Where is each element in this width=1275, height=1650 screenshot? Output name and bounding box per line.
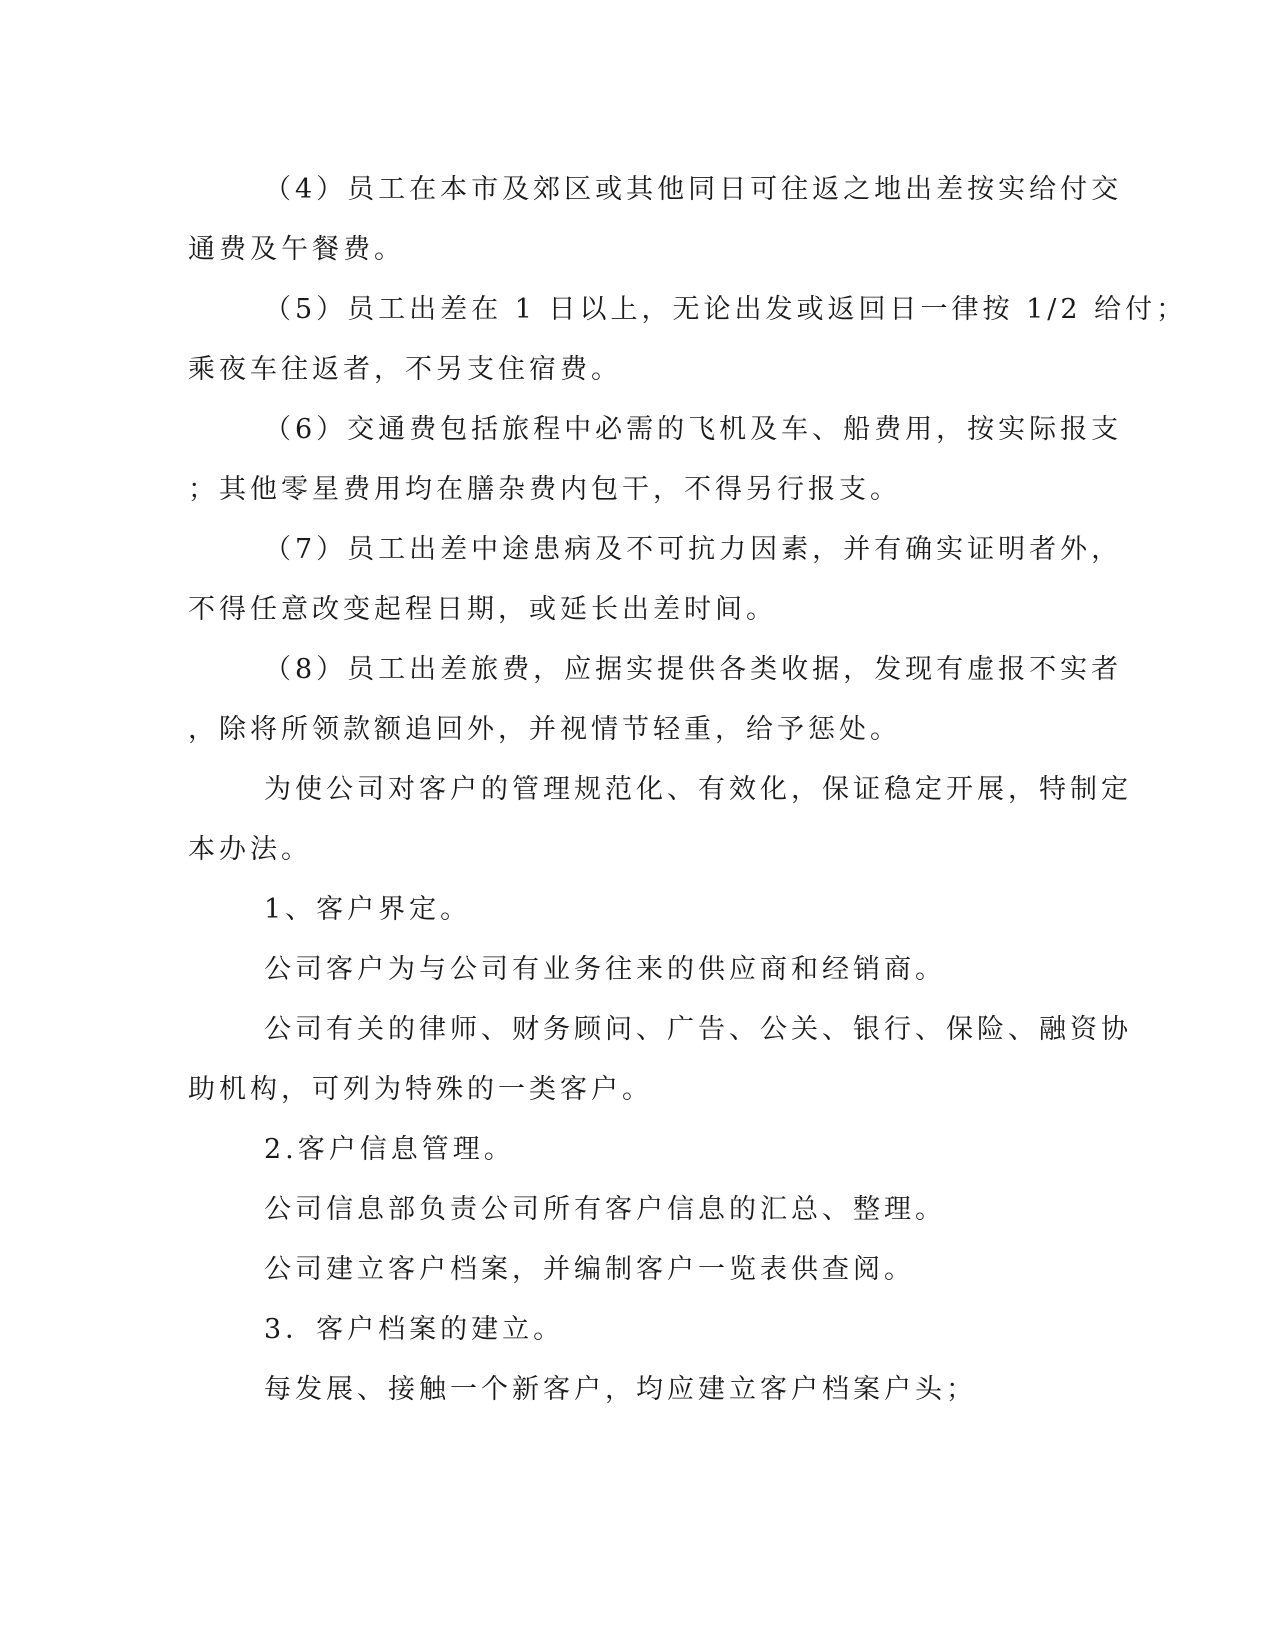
text-line: 本办法。	[188, 834, 312, 865]
text-line: 公司建立客户档案，并编制客户一览表供查阅。	[264, 1254, 915, 1285]
text-line: 助机构，可列为特殊的一类客户。	[188, 1074, 653, 1105]
text-line: 为使公司对客户的管理规范化、有效化，保证稳定开展，特制定	[264, 774, 1132, 805]
text-line: 每发展、接触一个新客户，均应建立客户档案户头；	[264, 1374, 977, 1405]
text-line: 1、客户界定。	[264, 894, 472, 925]
text-line: 公司信息部负责公司所有客户信息的汇总、整理。	[264, 1194, 946, 1225]
text-line: （8）员工出差旅费，应据实提供各类收据，发现有虚报不实者	[264, 654, 1123, 685]
text-line: （5）员工出差在 1 日以上，无论出发或返回日一律按 1/2 给付；	[264, 294, 1188, 325]
text-line: （4）员工在本市及郊区或其他同日可往返之地出差按实给付交	[264, 174, 1123, 205]
text-line: ；其他零星费用均在膳杂费内包干，不得另行报支。	[188, 474, 901, 505]
text-line: 公司客户为与公司有业务往来的供应商和经销商。	[264, 954, 946, 985]
text-line: ，除将所领款额追回外，并视情节轻重，给予惩处。	[188, 714, 901, 745]
document-body	[188, 160, 1188, 1420]
text-line: 2.客户信息管理。	[264, 1134, 515, 1165]
text-line: （7）员工出差中途患病及不可抗力因素，并有确实证明者外，	[264, 534, 1123, 565]
text-line: 通费及午餐费。	[188, 234, 405, 265]
text-line: 公司有关的律师、财务顾问、广告、公关、银行、保险、融资协	[264, 1014, 1132, 1045]
text-line: （6）交通费包括旅程中必需的飞机及车、船费用，按实际报支	[264, 414, 1123, 445]
text-line: 乘夜车往返者，不另支住宿费。	[188, 354, 622, 385]
text-line: 3．客户档案的建立。	[264, 1314, 565, 1345]
text-line: 不得任意改变起程日期，或延长出差时间。	[188, 594, 777, 625]
